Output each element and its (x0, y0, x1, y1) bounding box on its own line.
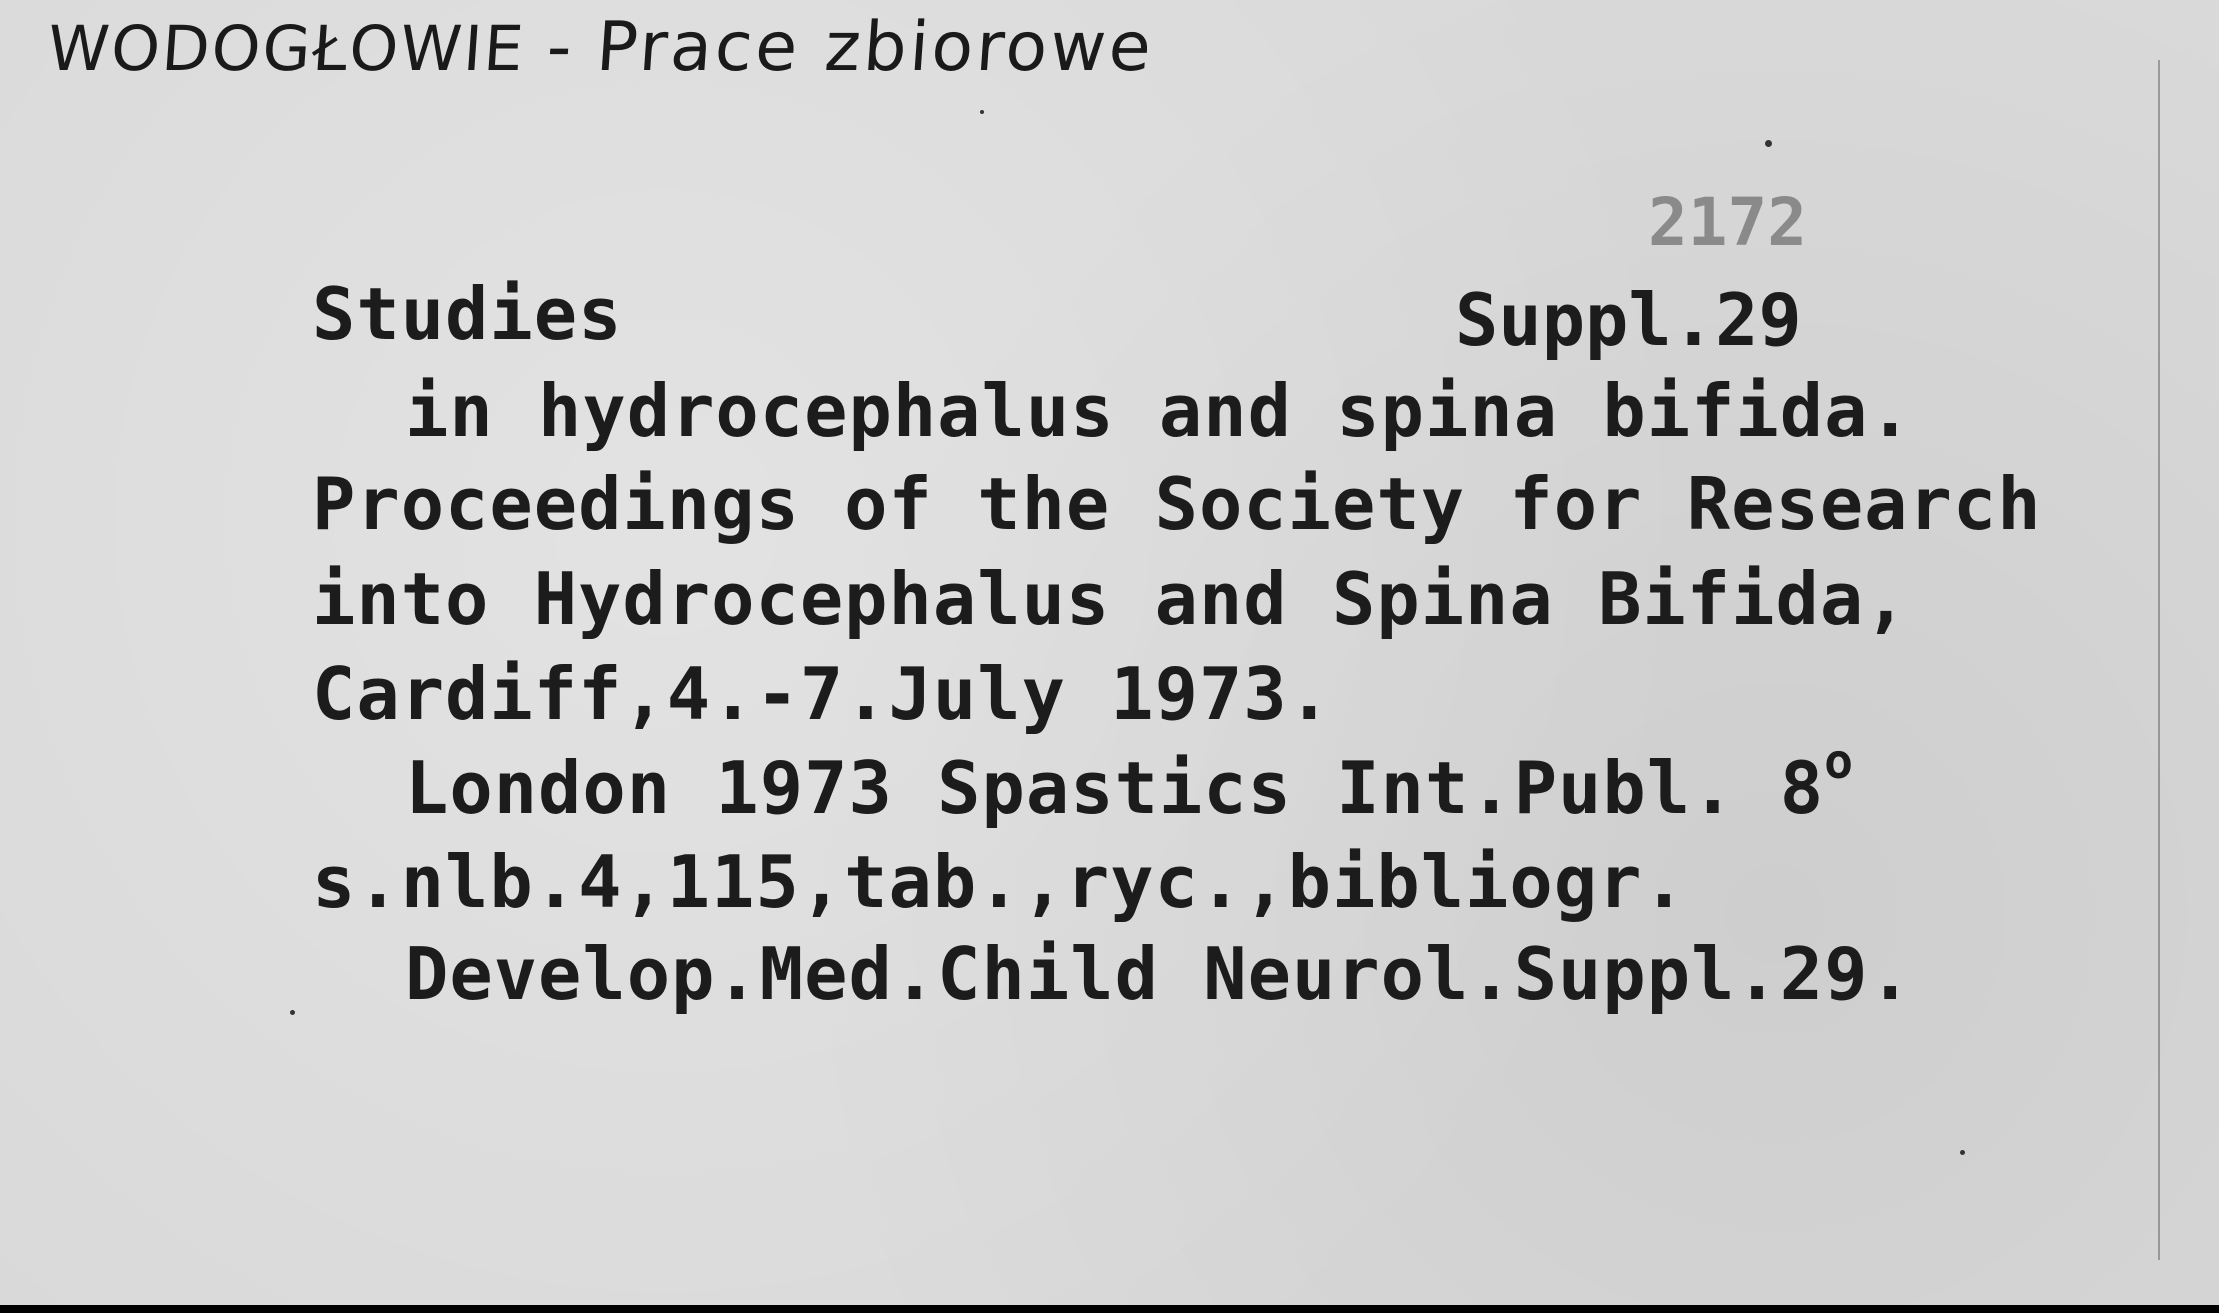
entry-line-3: into Hydrocephalus and Spina Bifida, (312, 557, 1909, 641)
entry-line-7: Develop.Med.Child Neurol.Suppl.29. (405, 932, 1913, 1016)
entry-line-2: Proceedings of the Society for Research (312, 462, 2042, 546)
entry-line-1: in hydrocephalus and spina bifida. (405, 369, 1913, 453)
ink-speck (980, 110, 984, 114)
entry-line-6: s.nlb.4,115,tab.,ryc.,bibliogr. (312, 840, 1687, 924)
format-superscript: o (1824, 734, 1855, 790)
card-heading (45, 8, 1156, 87)
ink-speck (1765, 140, 1772, 147)
imprint-text: London 1973 Spastics Int.Publ. 8 (405, 746, 1825, 830)
catalog-number: 2172 (1648, 184, 1807, 261)
card-edge-mark (2158, 60, 2160, 1260)
supplement-label: Suppl.29 (1455, 278, 1802, 362)
heading-subject: WODOGŁOWIE (45, 12, 528, 85)
ink-speck (1960, 1150, 1965, 1155)
ink-speck (290, 1010, 295, 1015)
entry-line-5 (405, 734, 1855, 830)
entry-line-4: Cardiff,4.-7.July 1973. (312, 652, 1332, 736)
heading-sub: Prace zbiorowe (593, 8, 1157, 87)
heading-separator: - (544, 8, 578, 87)
title-word: Studies (312, 272, 623, 356)
